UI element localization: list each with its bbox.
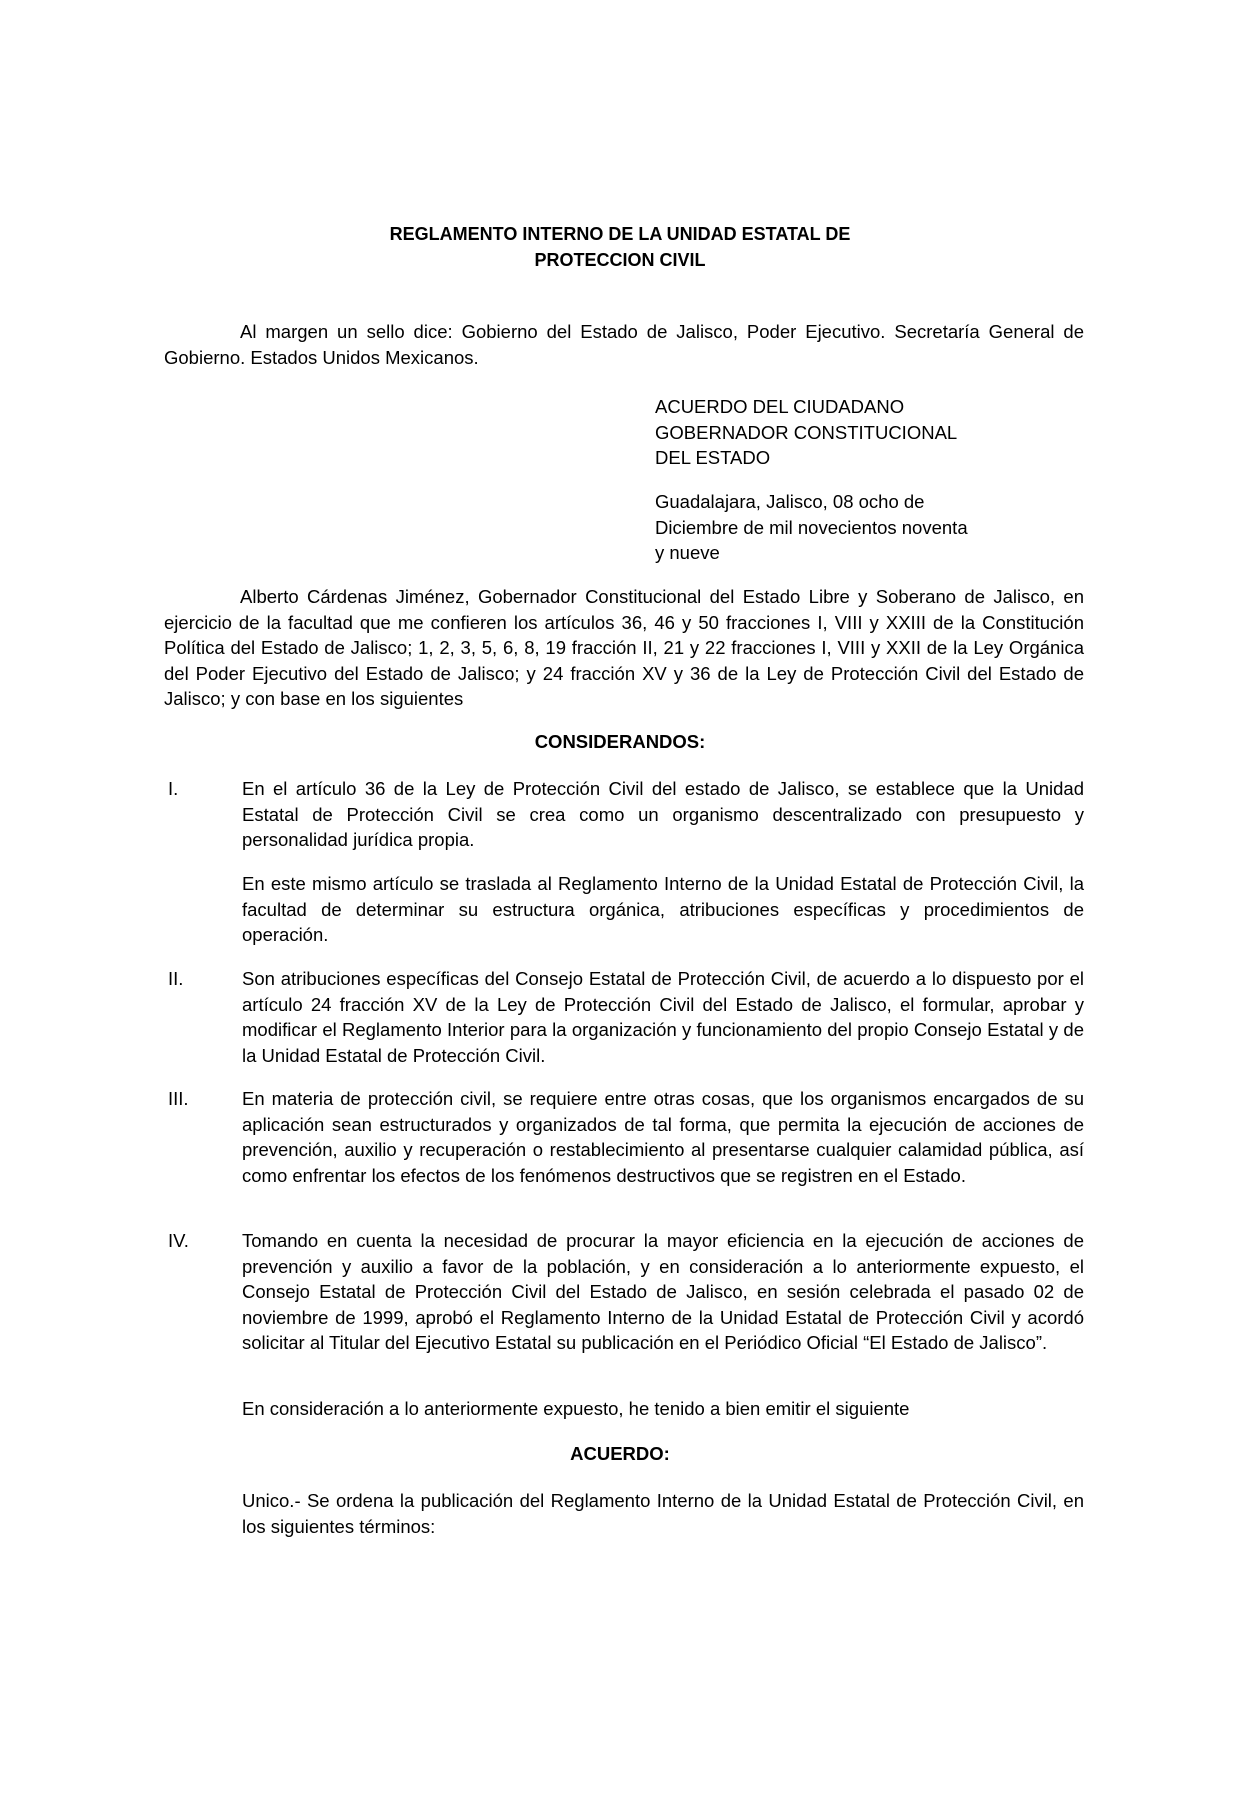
place-date: Guadalajara, Jalisco, 08 ocho de Diciembre de mil novecientos noventa y nueve [655, 491, 968, 564]
margin-note: Al margen un sello dice: Gobierno del Estado de Jalisco, Poder Ejecutivo. Secretaría General de Gobierno. Estados Unidos Mexicanos. [164, 321, 1084, 368]
document-title-line2: PROTECCION CIVIL [534, 250, 706, 270]
unico-paragraph: Unico.- Se ordena la publicación del Reglamento Interno de la Unidad Estatal de Protección Civil, en los siguientes términos: [242, 1490, 1084, 1537]
considerando-number: III. [168, 1088, 189, 1109]
considerando-number: IV. [168, 1230, 189, 1251]
considerando-extra-text: En este mismo artículo se traslada al Reglamento Interno de la Unidad Estatal de Protección Civil, la facultad de determinar su estructura orgánica, atribuciones específicas y procedimientos de operación. [242, 873, 1084, 946]
considerandos-heading: CONSIDERANDOS: [534, 731, 706, 752]
preamble: Alberto Cárdenas Jiménez, Gobernador Constitucional del Estado Libre y Soberano de Jalisco, en ejercicio de la facultad que me confieren los artículos 36, 46 y 50 fracciones I, VIII y XXIII de la Constitución Política del Estado de Jalisco; 1, 2, 3, 5, 6, 8, 19 fracción II, 21 y 22 fracciones I, VIII y XXII de la Ley Orgánica del Poder Ejecutivo del Estado de Jalisco; y 24 fracción XV y 36 de la Ley de Protección Civil del Estado de Jalisco; y con base en los siguientes [164, 586, 1084, 710]
considerando-text: Tomando en cuenta la necesidad de procurar la mayor eficiencia en la ejecución de acciones de prevención y auxilio a favor de la población, y en consideración a lo anteriormente expuesto, el Consejo Estatal de Protección Civil del Estado de Jalisco, en sesión celebrada el pasado 02 de noviembre de 1999, aprobó el Reglamento Interno de la Unidad Estatal de Protección Civil y acordó solicitar al Titular del Ejecutivo Estatal su publicación en el Periódico Oficial “El Estado de Jalisco”. [242, 1230, 1084, 1354]
closing-line: En consideración a lo anteriormente expuesto, he tenido a bien emitir el siguiente [242, 1398, 910, 1419]
considerando-text: En materia de protección civil, se requiere entre otras cosas, que los organismos encargados de su aplicación sean estructurados y organizados de tal forma, que permita la ejecución de acciones de prevención, auxilio y recuperación o restablecimiento al presentarse cualquier calamidad pública, así como enfrentar los efectos de los fenómenos destructivos que se registren en el Estado. [242, 1088, 1084, 1186]
considerando-text: Son atribuciones específicas del Consejo Estatal de Protección Civil, de acuerdo a lo dispuesto por el artículo 24 fracción XV de la Ley de Protección Civil del Estado de Jalisco, el formular, aprobar y modificar el Reglamento Interior para la organización y funcionamiento del propio Consejo Estatal y de la Unidad Estatal de Protección Civil. [242, 968, 1084, 1066]
acuerdo-heading: ACUERDO: [570, 1443, 670, 1464]
considerando-number: II. [168, 968, 184, 989]
considerando-number: I. [168, 778, 179, 799]
document-title-line1: REGLAMENTO INTERNO DE LA UNIDAD ESTATAL DE [389, 224, 851, 244]
acuerdo-header: ACUERDO DEL CIUDADANO GOBERNADOR CONSTITUCIONAL DEL ESTADO [655, 396, 958, 469]
considerando-text: En el artículo 36 de la Ley de Protección Civil del estado de Jalisco, se establece que la Unidad Estatal de Protección Civil se crea como un organismo descentralizado con presupuesto y personalidad jurídica propia. [242, 778, 1084, 851]
